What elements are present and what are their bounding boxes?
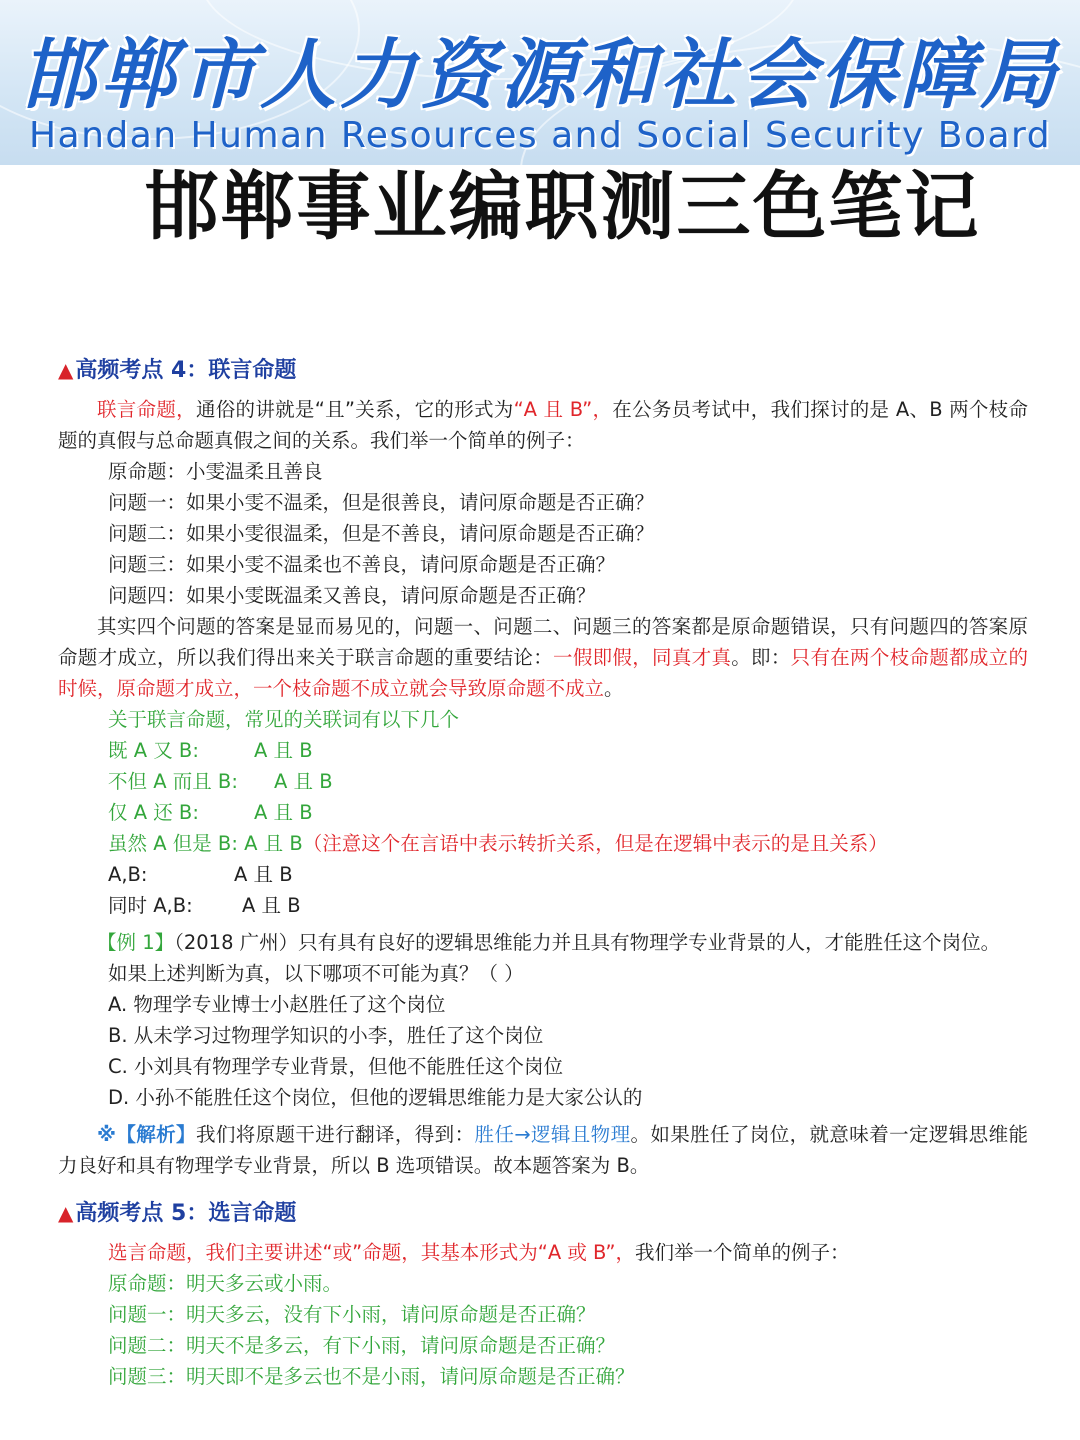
triangle-icon: ▲	[58, 1201, 74, 1225]
list-item: 问题三：明天即不是多云也不是小雨，请问原命题是否正确？	[108, 1365, 635, 1388]
connective-word: 同时 A,B:	[108, 894, 193, 917]
header-banner	[0, 0, 1080, 165]
text-span: 。即：	[731, 646, 791, 669]
connective-word: 虽然 A 但是 B:	[108, 832, 238, 855]
list-item: 问题三：如果小雯不温柔也不善良，请问原命题是否正确？	[108, 553, 616, 576]
list-item: 原命题：明天多云或小雨。	[108, 1272, 343, 1295]
form-highlight: “A 或 B”，	[537, 1241, 635, 1264]
example-tag: 【例 1】	[97, 931, 175, 954]
text-span: 我们将原题干进行翻译，得到：	[195, 1123, 475, 1146]
connective-row	[58, 797, 1028, 828]
key-explanation: 只有在两个枝命题都成立的时候，原命题才成立，一个枝命题不成立就会导致原命题不成立	[58, 646, 1028, 700]
connective-form: A 且 B	[274, 770, 333, 793]
connective-form: A 且 B	[242, 894, 301, 917]
list-item: 问题四：如果小雯既温柔又善良，请问原命题是否正确？	[108, 584, 596, 607]
option-d: D. 小孙不能胜任这个岗位，但他的逻辑思维能力是大家公认的	[108, 1086, 643, 1109]
connective-word: 不但 A 而且 B:	[108, 770, 238, 793]
text-span: 其实四个问题的答案是显而易见的，问题一、问题二、问题三的答案都是原命题错误，只有问题四的答案原命题才成立，所以我们得出来关于联言命题的重要结论：	[58, 615, 1028, 669]
text-span: 我们举一个简单的例子：	[634, 1241, 850, 1264]
text-span: 。如果胜任了岗位，就意味着一定逻辑思维能力良好和具有物理学专业背景，所以 B 选项错误。故本题答案为 B。	[58, 1123, 1028, 1177]
page-title: 邯郸事业编职测三色笔记	[144, 164, 981, 250]
section-heading-text: 高频考点 5：选言命题	[75, 1201, 297, 1226]
analysis-paragraph	[58, 1119, 1028, 1181]
connective-row	[58, 766, 1028, 797]
section-heading-text: 高频考点 4：联言命题	[75, 358, 297, 383]
option-b: B. 从未学习过物理学知识的小李，胜任了这个岗位	[108, 1024, 544, 1047]
key-conclusion: 一假即假，同真才真	[553, 646, 732, 669]
form-highlight: “A 且 B”，	[513, 398, 613, 421]
analysis-formula: 胜任→逻辑且物理	[474, 1123, 631, 1146]
section-heading-5	[58, 1195, 1028, 1231]
connective-word: 既 A 又 B:	[108, 739, 199, 762]
connective-word: 仅 A 还 B:	[108, 801, 199, 824]
connective-row	[58, 735, 1028, 766]
connectives-intro: 关于联言命题，常见的关联词有以下几个	[108, 708, 460, 731]
connective-form: A 且 B	[254, 801, 313, 824]
conclusion-paragraph	[58, 611, 1028, 704]
list-item: 问题一：如果小雯不温柔，但是很善良，请问原命题是否正确？	[108, 491, 655, 514]
notes-content	[58, 352, 1028, 1392]
text-span: （2018 广州）只有具有良好的逻辑思维能力并且具有物理学专业背景的人，才能胜任这个岗位。	[174, 931, 1001, 954]
triangle-icon: ▲	[58, 358, 74, 382]
connective-form: A 且 B	[254, 739, 313, 762]
list-item: 问题一：明天多云，没有下小雨，请问原命题是否正确？	[108, 1303, 596, 1326]
section-heading-4	[58, 352, 1028, 388]
option-a: A. 物理学专业博士小赵胜任了这个岗位	[108, 993, 446, 1016]
option-c: C. 小刘具有物理学专业背景，但他不能胜任这个岗位	[108, 1055, 564, 1078]
connective-note: （注意这个在言语中表示转折关系，但是在逻辑中表示的是且关系）	[302, 832, 888, 855]
question-text: 如果上述判断为真，以下哪项不可能为真？（ ）	[108, 962, 524, 985]
text-span: 在公务员考试中，我们探讨的是 A、B 两个枝命题的真假与总命题真假之间的关系。我们举一个简单的例子：	[58, 398, 1028, 452]
analysis-tag: ※【解析】	[97, 1123, 196, 1146]
connective-row	[58, 828, 1028, 859]
connective-form: A 且 B	[234, 863, 293, 886]
banner-subtitle: Handan Human Resources and Social Security Board	[28, 115, 1052, 156]
term-highlight: 联言命题，	[97, 398, 196, 421]
list-item: 原命题：小雯温柔且善良	[108, 460, 323, 483]
connective-word: A,B:	[108, 863, 148, 886]
connective-row	[58, 890, 1028, 921]
connective-form: A 且 B	[244, 832, 303, 855]
banner-title: 邯郸市人力资源和社会保障局	[20, 30, 1060, 119]
text-span: 通俗的讲就是“且”关系，它的形式为	[195, 398, 514, 421]
term-highlight: 选言命题，我们主要讲述“或”命题，其基本形式为	[108, 1241, 538, 1264]
example-paragraph	[58, 927, 1028, 958]
text-span: 。	[604, 677, 624, 700]
list-item: 问题二：如果小雯很温柔，但是不善良，请问原命题是否正确？	[108, 522, 655, 545]
definition-line	[58, 1237, 1028, 1268]
connective-row	[58, 859, 1028, 890]
definition-paragraph	[58, 394, 1028, 456]
list-item: 问题二：明天不是多云，有下小雨，请问原命题是否正确？	[108, 1334, 616, 1357]
